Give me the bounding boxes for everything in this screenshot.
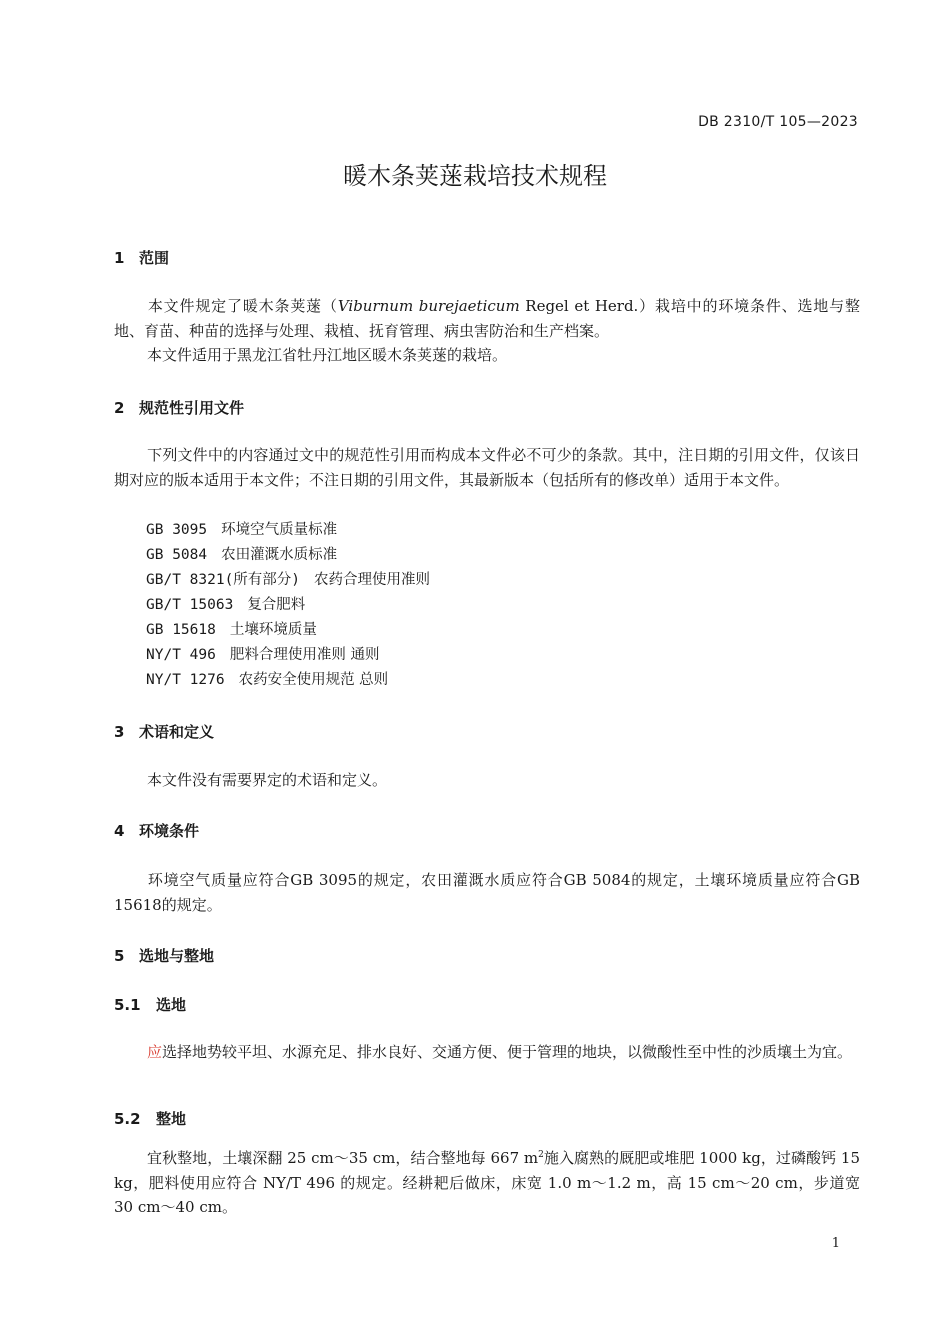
reference-code: GB 15618 [146,622,216,638]
page-number: 1 [831,1236,840,1251]
section-2-paragraph-1 [114,443,860,492]
reference-item [146,668,430,693]
latin-name: Viburnum burejaeticum [337,297,520,315]
document-title: 暖木条荚蒾栽培技术规程 [343,162,607,190]
reference-item [146,543,430,568]
section-title: 选地 [156,996,187,1014]
reference-name: 土壤环境质量 [229,622,317,638]
highlighted-text: 应 [147,1043,163,1061]
text-run: 选择地势较平坦、水源充足、排水良好、交通方便、便于管理的地块，以微酸性至中性的沙质壤土为宜。 [162,1043,853,1061]
text-run: 施入腐熟的厩肥或堆肥 1000 kg，过磷酸钙 15 kg，肥料使用应符合 NY/T 496 的规定。经耕耙后做床，床宽 1.0 m～1.2 m，高 15 cm～20 cm，步道宽 30 cm～40 cm。 [114,1149,861,1216]
text-run: 本文件适用于黑龙江省牡丹江地区暖木条荚蒾的栽培。 [147,346,508,364]
section-2-heading [114,397,244,418]
reference-item [146,593,430,618]
text-run: 本文件没有需要界定的术语和定义。 [147,771,388,789]
reference-code: NY/T 1276 [146,672,225,688]
section-5-heading [114,945,214,966]
section-title: 选地与整地 [139,947,215,965]
document-code: DB 2310/T 105—2023 [698,114,858,130]
reference-name: 农药安全使用规范 总则 [238,672,389,688]
section-5-2-heading [114,1108,186,1129]
section-1-heading [114,247,169,268]
superscript: 2 [538,1150,544,1160]
section-3-heading [114,721,214,742]
reference-code: GB/T 15063 [146,597,234,613]
section-5-2-paragraph-1 [114,1143,860,1220]
section-4-paragraph-1 [114,868,860,917]
reference-code: GB 5084 [146,547,208,563]
reference-item [146,568,430,593]
text-run: 下列文件中的内容通过文中的规范性引用而构成本文件必不可少的条款。其中，注日期的引用文件，仅该日期对应的版本适用于本文件；不注日期的引用文件，其最新版本（包括所有的修改单）适用于本文件。 [114,446,860,489]
section-title: 整地 [156,1110,187,1128]
reference-name: 农田灌溉水质标准 [221,547,338,563]
section-1-paragraph-2 [114,343,860,368]
reference-code: GB 3095 [146,522,208,538]
section-number: 5.2 [114,1110,141,1128]
reference-name: 肥料合理使用准则 通则 [229,647,380,663]
section-number: 1 [114,249,125,267]
section-number: 5 [114,947,125,965]
text-run: Regel et Herd.）栽培中的环境条件、选地与整地、育苗、种苗的选择与处理、栽植、抚育管理、病虫害防治和生产档案。 [114,297,860,340]
section-title: 环境条件 [139,822,200,840]
reference-item [146,618,430,643]
reference-code: GB/T 8321(所有部分) [146,572,301,588]
reference-name: 复合肥料 [247,597,306,613]
section-number: 2 [114,399,125,417]
section-number: 3 [114,723,125,741]
text-run: 本文件规定了暖木条荚蒾（ [147,297,338,315]
reference-list [146,518,430,693]
section-number: 4 [114,822,125,840]
section-5-1-heading [114,994,186,1015]
section-title: 范围 [139,249,170,267]
section-title: 规范性引用文件 [139,399,245,417]
section-4-heading [114,820,199,841]
text-run: 宜秋整地，土壤深翻 25 cm～35 cm，结合整地每 667 m [147,1149,539,1167]
reference-item [146,643,430,668]
section-title: 术语和定义 [139,723,215,741]
section-number: 5.1 [114,996,141,1014]
reference-item [146,518,430,543]
reference-name: 农药合理使用准则 [314,572,431,588]
section-5-1-paragraph-1 [114,1038,860,1066]
section-1-paragraph-1 [114,294,860,343]
section-3-paragraph-1 [114,768,860,793]
text-run: 环境空气质量应符合GB 3095的规定，农田灌溉水质应符合GB 5084的规定，土壤环境质量应符合GB 15618的规定。 [114,871,860,914]
reference-name: 环境空气质量标准 [221,522,338,538]
reference-code: NY/T 496 [146,647,216,663]
